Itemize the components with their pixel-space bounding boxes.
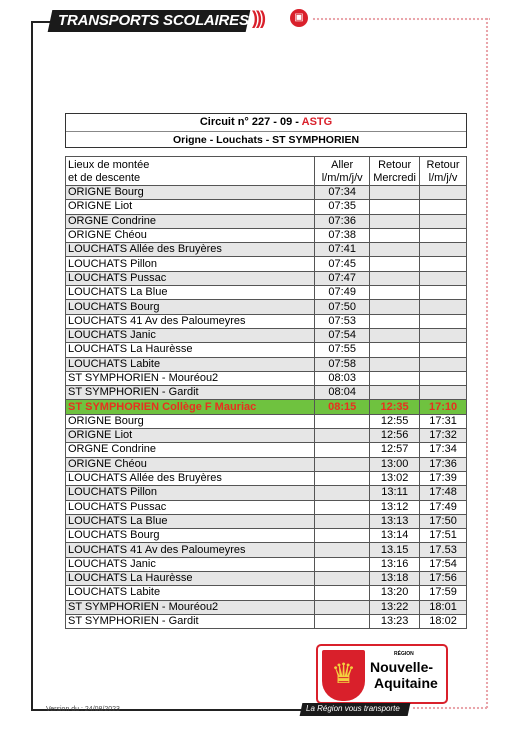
stop-name: ORIGNE Chéou [66, 228, 315, 242]
retour-mercredi-time [370, 228, 420, 242]
college-aller-time: 08:15 [315, 400, 370, 414]
retour-mercredi-time: 13:12 [370, 500, 420, 514]
retour-mercredi-time: 13:02 [370, 471, 420, 485]
table-row [66, 471, 467, 485]
aller-time: 07:45 [315, 257, 370, 271]
stop-name: ORIGNE Bourg [66, 414, 315, 428]
stop-name: ORIGNE Bourg [66, 186, 315, 200]
table-row [66, 300, 467, 314]
aller-time [315, 543, 370, 557]
slogan-text: La Région vous transporte [306, 704, 400, 713]
retour-mercredi-time [370, 271, 420, 285]
stop-name: LOUCHATS Janic [66, 328, 315, 342]
retour-lmjv-time: 17:48 [420, 486, 467, 500]
stop-name: ORIGNE Liot [66, 200, 315, 214]
retour-lmjv-time: 17:32 [420, 429, 467, 443]
stop-name: ORIGNE Chéou [66, 457, 315, 471]
table-row [66, 600, 467, 614]
retour-lmjv-time: 17:51 [420, 529, 467, 543]
header-arrows-icon: ))) [252, 8, 264, 28]
retour-lmjv-time [420, 271, 467, 285]
aller-time [315, 443, 370, 457]
header-retour1-line2: Mercredi [373, 172, 416, 184]
retour-mercredi-time: 13:18 [370, 572, 420, 586]
retour-mercredi-time: 13:13 [370, 514, 420, 528]
table-row [66, 429, 467, 443]
header-aller [315, 157, 370, 186]
stop-name: LOUCHATS Pussac [66, 271, 315, 285]
circuit-number [66, 116, 466, 128]
retour-mercredi-time: 13:11 [370, 486, 420, 500]
frame-dots-bottom [412, 706, 489, 710]
aller-time: 07:49 [315, 286, 370, 300]
table-row [66, 314, 467, 328]
header-aller-line1: Aller [331, 159, 354, 171]
header-retour1-line1: Retour [378, 159, 412, 171]
table-row [66, 457, 467, 471]
logo-name-line1: Nouvelle- [370, 659, 434, 675]
table-row [66, 529, 467, 543]
retour-mercredi-time [370, 343, 420, 357]
aller-time [315, 429, 370, 443]
table-row [66, 572, 467, 586]
stop-name: LOUCHATS Labite [66, 357, 315, 371]
table-row [66, 386, 467, 400]
retour-lmjv-time [420, 228, 467, 242]
lion-emblem-icon: ♛ [322, 650, 365, 701]
table-row [66, 243, 467, 257]
aller-time [315, 529, 370, 543]
header-stop-line1: Lieux de montée [68, 159, 150, 171]
retour-mercredi-time: 13:22 [370, 600, 420, 614]
table-row [66, 214, 467, 228]
frame-dots-top [312, 17, 490, 21]
retour-mercredi-time [370, 300, 420, 314]
table-row [66, 586, 467, 600]
stop-name: LOUCHATS Allée des Bruyères [66, 243, 315, 257]
retour-lmjv-time [420, 386, 467, 400]
aller-time: 07:54 [315, 328, 370, 342]
header-stop [66, 157, 315, 186]
aller-time [315, 457, 370, 471]
aller-time [315, 586, 370, 600]
table-row [66, 343, 467, 357]
stop-name: LOUCHATS Bourg [66, 529, 315, 543]
aller-time [315, 471, 370, 485]
table-row [66, 286, 467, 300]
stop-name: LOUCHATS La Haurèsse [66, 343, 315, 357]
header-retour2-line1: Retour [426, 159, 460, 171]
stop-name: ORIGNE Liot [66, 429, 315, 443]
timetable [65, 156, 467, 629]
table-row [66, 414, 467, 428]
frame-dots-right [485, 17, 489, 709]
aller-time [315, 614, 370, 628]
college-stop-name: ST SYMPHORIEN Collège F Mauriac [66, 400, 315, 414]
aller-time [315, 572, 370, 586]
table-row [66, 557, 467, 571]
table-row [66, 328, 467, 342]
retour-mercredi-time [370, 371, 420, 385]
aller-time: 07:41 [315, 243, 370, 257]
table-row [66, 514, 467, 528]
table-row [66, 371, 467, 385]
stop-name: LOUCHATS Pussac [66, 500, 315, 514]
aller-time: 07:55 [315, 343, 370, 357]
frame-left-line [31, 21, 33, 711]
stop-name: LOUCHATS 41 Av des Paloumeyres [66, 543, 315, 557]
table-row [66, 357, 467, 371]
stop-name: LOUCHATS 41 Av des Paloumeyres [66, 314, 315, 328]
stop-name: ORGNE Condrine [66, 443, 315, 457]
stop-name: LOUCHATS Janic [66, 557, 315, 571]
header-retour-mercredi [370, 157, 420, 186]
retour-lmjv-time [420, 214, 467, 228]
circuit-box [65, 113, 467, 148]
stop-name: ST SYMPHORIEN - Gardit [66, 386, 315, 400]
retour-mercredi-time [370, 386, 420, 400]
retour-lmjv-time [420, 314, 467, 328]
retour-mercredi-time [370, 314, 420, 328]
retour-lmjv-time: 17:59 [420, 586, 467, 600]
retour-lmjv-time: 17:49 [420, 500, 467, 514]
aller-time: 08:04 [315, 386, 370, 400]
stop-name: LOUCHATS Bourg [66, 300, 315, 314]
retour-lmjv-time: 18:02 [420, 614, 467, 628]
aller-time [315, 600, 370, 614]
table-row [66, 486, 467, 500]
stop-name: LOUCHATS Pillon [66, 486, 315, 500]
aller-time: 07:53 [315, 314, 370, 328]
stop-name: ST SYMPHORIEN - Mouréou2 [66, 600, 315, 614]
retour-mercredi-time: 13:00 [370, 457, 420, 471]
circuit-route: Origne - Louchats - ST SYMPHORIEN [172, 134, 360, 146]
header-stop-line2: et de descente [68, 172, 141, 184]
header-retour-lmjv [420, 157, 467, 186]
table-row [66, 228, 467, 242]
stop-name: ST SYMPHORIEN - Mouréou2 [66, 371, 315, 385]
aller-time: 07:58 [315, 357, 370, 371]
stop-name: LOUCHATS Pillon [66, 257, 315, 271]
header-title: TRANSPORTS SCOLAIRES [58, 12, 249, 29]
stop-name: LOUCHATS La Blue [66, 514, 315, 528]
aller-time: 07:38 [315, 228, 370, 242]
retour-lmjv-time: 17:34 [420, 443, 467, 457]
header-retour2-line2: l/m/j/v [428, 172, 458, 184]
retour-mercredi-time [370, 328, 420, 342]
aller-time [315, 514, 370, 528]
retour-mercredi-time: 12:55 [370, 414, 420, 428]
table-row [66, 257, 467, 271]
retour-mercredi-time: 13:14 [370, 529, 420, 543]
stop-name: LOUCHATS Allée des Bruyères [66, 471, 315, 485]
circuit-divider [66, 131, 466, 132]
retour-mercredi-time: 13:20 [370, 586, 420, 600]
retour-lmjv-time [420, 257, 467, 271]
header-aller-line2: l/m/m/j/v [321, 172, 363, 184]
version-date: Version du : 24/08/2023 [46, 706, 120, 713]
college-row [66, 400, 467, 414]
retour-lmjv-time [420, 200, 467, 214]
aller-time [315, 486, 370, 500]
retour-lmjv-time: 17:50 [420, 514, 467, 528]
stop-name: ORGNE Condrine [66, 214, 315, 228]
retour-mercredi-time [370, 200, 420, 214]
aller-time: 08:03 [315, 371, 370, 385]
retour-mercredi-time: 13:16 [370, 557, 420, 571]
table-row [66, 186, 467, 200]
retour-lmjv-time [420, 243, 467, 257]
circuit-prefix: Circuit n° 227 - 09 - [199, 116, 302, 128]
retour-mercredi-time [370, 286, 420, 300]
logo-name-line2: Aquitaine [374, 675, 438, 691]
aller-time: 07:34 [315, 186, 370, 200]
retour-lmjv-time [420, 328, 467, 342]
stop-name: LOUCHATS La Haurèsse [66, 572, 315, 586]
stop-name: LOUCHATS Labite [66, 586, 315, 600]
retour-lmjv-time: 17:54 [420, 557, 467, 571]
table-row [66, 614, 467, 628]
region-logo [316, 644, 448, 704]
college-retour-mercredi-time: 12:35 [370, 400, 420, 414]
retour-lmjv-time: 17:39 [420, 471, 467, 485]
retour-lmjv-time: 17.53 [420, 543, 467, 557]
retour-lmjv-time: 17:56 [420, 572, 467, 586]
college-retour-lmjv-time: 17:10 [420, 400, 467, 414]
retour-lmjv-time [420, 343, 467, 357]
retour-mercredi-time [370, 257, 420, 271]
retour-lmjv-time: 17:36 [420, 457, 467, 471]
retour-lmjv-time [420, 300, 467, 314]
aller-time: 07:36 [315, 214, 370, 228]
table-row [66, 500, 467, 514]
retour-lmjv-time [420, 286, 467, 300]
retour-lmjv-time [420, 357, 467, 371]
table-row [66, 271, 467, 285]
retour-mercredi-time [370, 186, 420, 200]
table-row [66, 443, 467, 457]
logo-region-label: RÉGION [394, 651, 414, 657]
aller-time: 07:50 [315, 300, 370, 314]
retour-mercredi-time: 12:57 [370, 443, 420, 457]
aller-time: 07:47 [315, 271, 370, 285]
retour-lmjv-time: 17:31 [420, 414, 467, 428]
table-row [66, 200, 467, 214]
retour-mercredi-time: 12:56 [370, 429, 420, 443]
aller-time [315, 414, 370, 428]
bus-icon: ▣ [290, 9, 308, 27]
stop-name: ST SYMPHORIEN - Gardit [66, 614, 315, 628]
retour-mercredi-time [370, 214, 420, 228]
stop-name: LOUCHATS La Blue [66, 286, 315, 300]
retour-lmjv-time [420, 371, 467, 385]
retour-mercredi-time: 13.15 [370, 543, 420, 557]
aller-time [315, 557, 370, 571]
retour-mercredi-time [370, 357, 420, 371]
circuit-code: ASTG [301, 116, 333, 128]
retour-lmjv-time: 18:01 [420, 600, 467, 614]
retour-mercredi-time [370, 243, 420, 257]
retour-mercredi-time: 13:23 [370, 614, 420, 628]
aller-time [315, 500, 370, 514]
table-header-row [66, 157, 467, 186]
aller-time: 07:35 [315, 200, 370, 214]
table-row [66, 543, 467, 557]
retour-lmjv-time [420, 186, 467, 200]
